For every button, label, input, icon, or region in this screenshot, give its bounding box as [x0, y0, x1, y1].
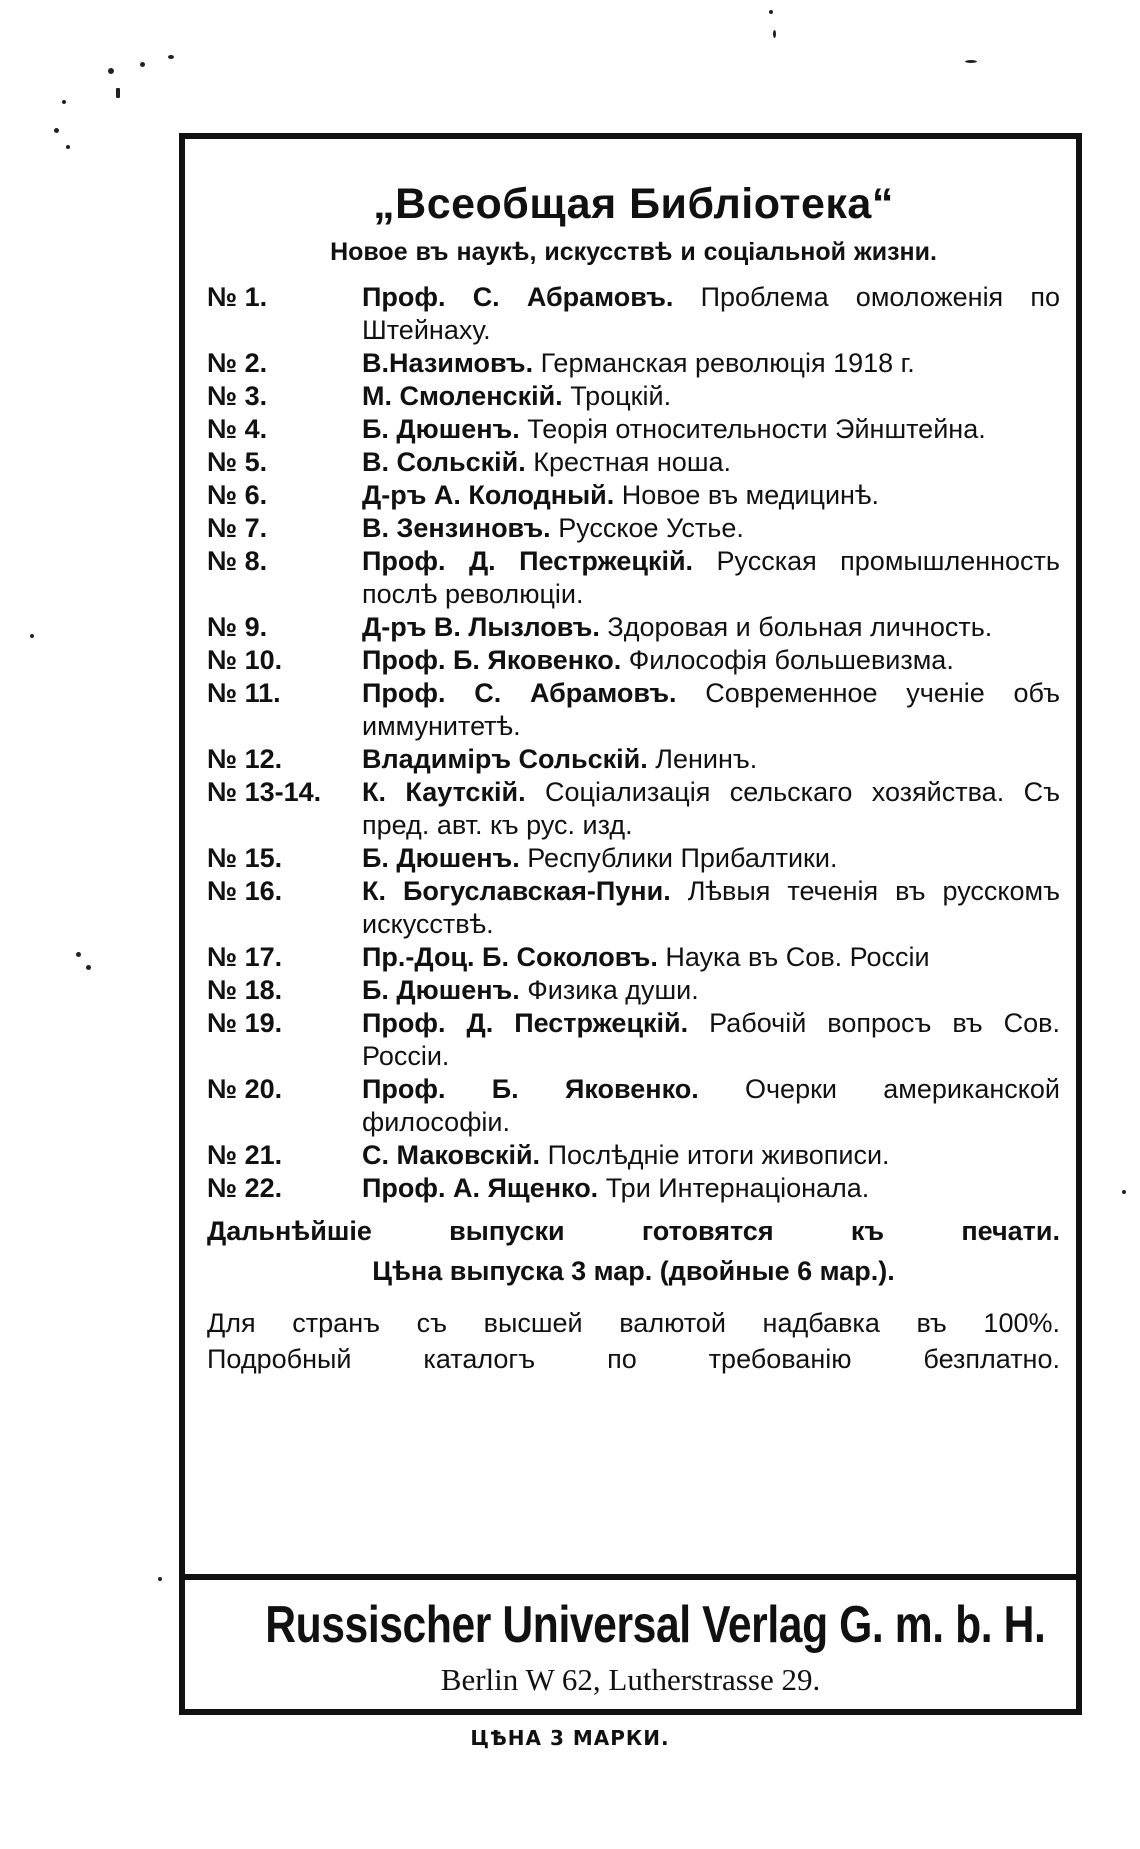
issue-author: Б. Дюшенъ. [362, 414, 520, 444]
publisher-name: Russischer Universal Verlag G. m. b. H. [265, 1596, 1046, 1654]
issue-author: Д-ръ В. Лызловъ. [362, 612, 600, 642]
issue-title: Русская промышленность послѣ революціи. [362, 546, 1060, 609]
scan-speck [54, 128, 59, 133]
issue-number: № 22. [207, 1173, 283, 1203]
issue-number: № 21. [207, 1140, 283, 1170]
publisher-address: Berlin W 62, Lutherstrasse 29. [440, 1662, 821, 1697]
issue-author: Д-ръ А. Колодный. [362, 480, 615, 510]
issue-price: Цѣна выпуска 3 мар. (двойные 6 мар.). [372, 1256, 895, 1286]
list-item [207, 347, 1060, 380]
scan-speck [108, 68, 114, 74]
issue-number: № 5. [207, 447, 268, 477]
issue-title: Физика души. [527, 975, 699, 1005]
catalog-note: Подробный каталогъ по требованію безплатно. [207, 1344, 1060, 1374]
issue-number: № 16. [207, 876, 283, 906]
scan-speck [30, 634, 34, 638]
issue-author: Проф. Д. Пестржецкій. [362, 546, 694, 576]
issue-author: С. Маковскій. [362, 1140, 541, 1170]
issue-author: Б. Дюшенъ. [362, 843, 520, 873]
issue-number: № 18. [207, 975, 283, 1005]
list-item [207, 842, 1060, 875]
scan-speck [1122, 1190, 1126, 1194]
list-item [207, 413, 1060, 446]
issue-title: Рабочій вопросъ въ Сов. Россіи. [362, 1008, 1061, 1071]
scan-speck [140, 62, 145, 67]
issue-author: Владиміръ Сольскій. [362, 744, 648, 774]
issue-number: № 2. [207, 348, 268, 378]
issue-list [207, 281, 1060, 1205]
issue-title: Философія большевизма. [628, 645, 954, 675]
issue-title: Здоровая и больная личность. [607, 612, 993, 642]
issue-title: Республики Прибалтики. [527, 843, 838, 873]
list-item [207, 545, 1060, 611]
issue-title: Послѣдніе итоги живописи. [547, 1140, 890, 1170]
list-item [207, 974, 1060, 1007]
issue-author: В. Зензиновъ. [362, 513, 551, 543]
issue-title: Новое въ медицинѣ. [621, 480, 880, 510]
issue-author: Проф. Б. Яковенко. [362, 1074, 699, 1104]
issue-author: Проф. С. Абрамовъ. [362, 282, 674, 312]
list-item [207, 512, 1060, 545]
issue-author: К. Каутскій. [362, 777, 526, 807]
issue-title: Германская революція 1918 г. [540, 348, 915, 378]
currency-surcharge-note: Для странъ съ высшей валютой надбавка въ 100%. [207, 1308, 1060, 1338]
scan-speck [62, 100, 66, 104]
issue-title: Крестная ноша. [533, 447, 731, 477]
list-item [207, 677, 1060, 743]
issue-author: Проф. А. Ященко. [362, 1173, 599, 1203]
issue-number: № 1. [207, 282, 268, 312]
publisher-section [185, 1580, 1076, 1709]
issue-number: № 7. [207, 513, 268, 543]
issue-author: М. Смоленскій. [362, 381, 563, 411]
issue-number: № 6. [207, 480, 268, 510]
issue-author: Б. Дюшенъ. [362, 975, 520, 1005]
issue-number: № 4. [207, 414, 268, 444]
issue-number: № 3. [207, 381, 268, 411]
list-item [207, 281, 1060, 347]
list-item [207, 479, 1060, 512]
list-item [207, 446, 1060, 479]
issue-author: В. Сольскій. [362, 447, 526, 477]
scan-speck [773, 30, 776, 38]
issue-number: № 11. [207, 678, 281, 708]
series-subtitle: Новое въ наукѣ, искусствѣ и соціальной жизни. [330, 238, 937, 266]
issue-title: Проблема омоложенія по Штейнаху. [362, 282, 1060, 345]
issue-author: Проф. Д. Пестржецкій. [362, 1008, 689, 1038]
next-issues-note: Дальнѣйшіе выпуски готовятся къ печати. [207, 1216, 1060, 1246]
series-title: „Всеобщая Библіотека“ [373, 180, 894, 228]
issue-title: Лѣвыя теченія въ русскомъ искусствѣ. [362, 876, 1060, 939]
list-item [207, 1139, 1060, 1172]
scan-speck [158, 1577, 162, 1581]
list-item [207, 941, 1060, 974]
list-item [207, 1073, 1060, 1139]
issue-author: В.Назимовъ. [362, 348, 534, 378]
issue-title: Соціализація сельскаго хозяйства. Съ пред. авт. къ рус. изд. [362, 777, 1060, 840]
issue-author: Проф. Б. Яковенко. [362, 645, 622, 675]
issue-number: № 19. [207, 1008, 283, 1038]
scan-speck [116, 88, 120, 98]
scan-speck [769, 10, 773, 14]
catalog-section [185, 139, 1076, 1574]
issue-title: Наука въ Сов. Россіи [665, 942, 930, 972]
list-item [207, 644, 1060, 677]
issue-number: № 12. [207, 744, 283, 774]
issue-number: № 13-14. [207, 777, 322, 807]
issue-title: Современное ученіе объ иммунитетѣ. [362, 678, 1060, 741]
list-item [207, 611, 1060, 644]
scan-speck [76, 952, 81, 957]
issue-number: № 15. [207, 843, 283, 873]
issue-title: Очерки американской философіи. [362, 1074, 1060, 1137]
advertisement-frame [179, 133, 1082, 1715]
scan-speck [66, 145, 70, 149]
list-item [207, 1007, 1060, 1073]
issue-title: Ленинъ. [655, 744, 758, 774]
cover-price: ЦѢНА 3 МАРКИ. [470, 1726, 670, 1750]
issue-number: № 10. [207, 645, 283, 675]
issue-number: № 9. [207, 612, 268, 642]
list-item [207, 743, 1060, 776]
issue-number: № 17. [207, 942, 283, 972]
scan-speck [965, 60, 977, 63]
list-item [207, 875, 1060, 941]
list-item [207, 1172, 1060, 1205]
issue-author: К. Богуславская-Пуни. [362, 876, 671, 906]
issue-title: Теорія относительности Эйнштейна. [527, 414, 986, 444]
issue-number: № 20. [207, 1074, 283, 1104]
issue-title: Три Интернаціонала. [605, 1173, 870, 1203]
issue-author: Проф. С. Абрамовъ. [362, 678, 677, 708]
issue-title: Русское Устье. [558, 513, 744, 543]
issue-author: Пр.-Доц. Б. Соколовъ. [362, 942, 658, 972]
list-item [207, 776, 1060, 842]
issue-number: № 8. [207, 546, 268, 576]
scan-speck [168, 55, 174, 59]
scan-speck [86, 965, 91, 970]
issue-title: Троцкій. [570, 381, 672, 411]
list-item [207, 380, 1060, 413]
